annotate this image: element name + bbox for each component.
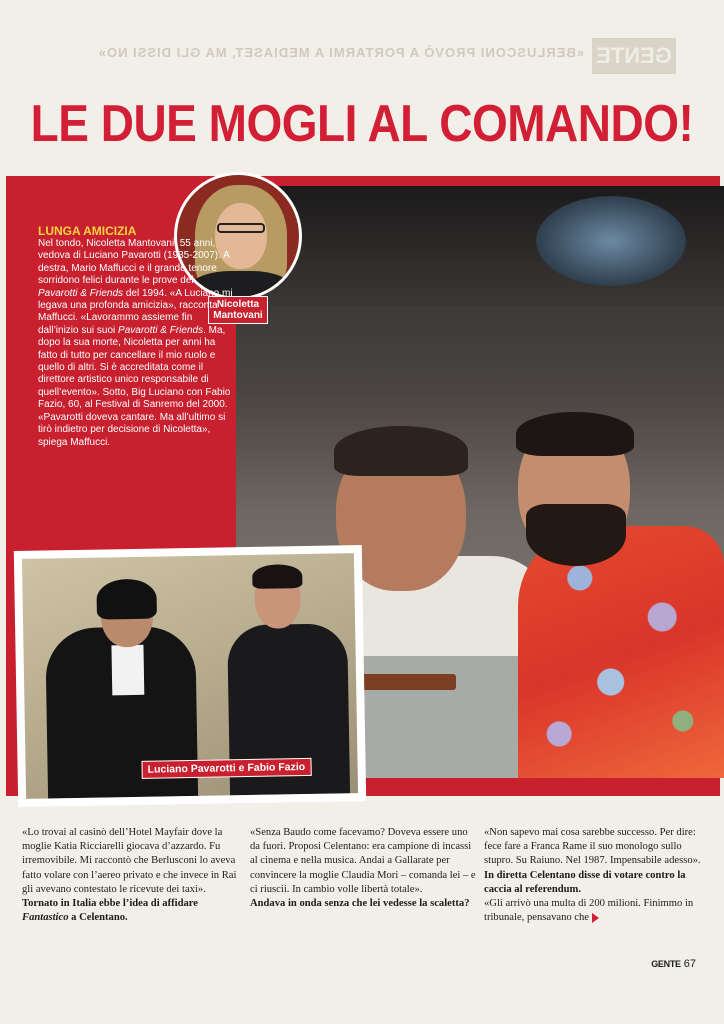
question-text-b: a Celentano. — [68, 912, 128, 924]
column-3-paragraph-2 — [484, 897, 704, 925]
photo-man-right-beard — [526, 504, 626, 566]
photo-man-right-floral-shirt — [518, 526, 724, 778]
portrait-caption: Nicoletta Mantovani — [208, 296, 268, 324]
bleed-through-logo: GENTE — [592, 38, 676, 74]
text-column-1 — [22, 826, 246, 925]
sidebar-kicker: LUNGA AMICIZIA — [38, 224, 137, 238]
question-italic: Fantastico — [22, 912, 69, 924]
inset-photo-frame — [14, 545, 366, 807]
photo-man-right-hair — [516, 412, 634, 456]
photo-stage-light — [536, 196, 686, 286]
column-3-paragraph-1: «Non sapevo mai cosa sarebbe successo. Per dire: fece fare a Franca Rame il suo monologo sullo stupro. Su Raiuno. Nel 1987. Impensabile adesso». — [484, 827, 701, 867]
inset-photo — [22, 553, 358, 799]
column-2-question — [250, 897, 476, 911]
column-2-paragraph: «Senza Baudo come facevamo? Doveva essere uno da fuori. Proposi Celentano: era campione di incassi al cinema e nella musica. Andai a Gallarate per convincere la moglie Claudia Mori – comanda lei – e ci riuscii. In cambio volle libertà totale». — [250, 827, 476, 895]
sidebar-text-1: Nel tondo, Nicoletta Mantovani, 55 anni, vedova di Luciano Pavarotti (1935-2007). A destra, Mario Maffucci e il grande tenore sorridono felici durante le prove del — [38, 238, 230, 287]
sidebar-italic-1: Pavarotti & Friends — [38, 287, 124, 299]
headline: LE DUE MOGLI AL COMANDO! — [30, 93, 694, 153]
text-column-3 — [484, 826, 704, 925]
sidebar-text-3: . Ma, dopo la sua morte, Nicoletta per anni ha fatto di tutto per cancellare il mio ruolo e quello di altri. Si è accreditata come il direttore artistico unico responsabile di quell’evento». Sotto, Big Luciano con Fabio Fazio, 60, al Festival di Sanremo del 2000. «Pavarotti doveva cantare. Ma all’ultimo si tirò indietro per decisione di Nicoletta», spiega Maffucci. — [38, 324, 231, 448]
sidebar-text-2: del 1994. «A Luciano mi legava una profonda amicizia», racconta Maffucci. «Lavorammo assieme fin dall’inizio sui suoi — [38, 287, 233, 336]
bleed-through-header: «BERLUSCONI PROVÒ A PORTARMI A MEDIASET, MA GLI DISSI NO» — [97, 45, 584, 60]
column-3-question-text: In diretta Celentano disse di votare contro la caccia al referendum. — [484, 869, 686, 895]
column-1-paragraph: «Lo trovai al casinò dell’Hotel Mayfair dove la moglie Katia Ricciarelli giocava d’azzardo. Fu irremovibile. Mi raccontò che Berlusconi lo aveva fatto volare con l’aereo privato e che invece in Rai gli avevano contestato le ricevute dei taxi». — [22, 827, 237, 895]
continue-arrow-icon — [592, 913, 599, 923]
sidebar-italic-2: Pavarotti & Friends — [118, 324, 204, 336]
text-column-2 — [250, 826, 476, 911]
inset-person-left-hair — [96, 579, 157, 620]
inset-person-left-shirt — [111, 645, 144, 696]
column-2-question-text: Andava in onda senza che lei vedesse la scaletta? — [250, 898, 470, 910]
column-3-question — [484, 869, 704, 897]
inset-caption: Luciano Pavarotti e Fabio Fazio — [141, 758, 311, 779]
column-3-paragraph-2-text: «Gli arrivò una multa di 200 milioni. Finimmo in tribunale, pensavano che — [484, 898, 694, 924]
photo-man-left-hair — [334, 426, 468, 476]
column-1-question — [22, 897, 246, 925]
inset-person-right-hair — [252, 564, 302, 589]
sidebar-caption-text — [38, 238, 234, 449]
magazine-name: GENTE — [651, 959, 681, 969]
portrait-glasses — [217, 223, 265, 233]
page-folio — [636, 958, 696, 970]
question-text-a: Tornato in Italia ebbe l’idea di affidare — [22, 898, 198, 910]
page-number: 67 — [683, 958, 696, 970]
photo-man-left-belt — [356, 674, 456, 690]
